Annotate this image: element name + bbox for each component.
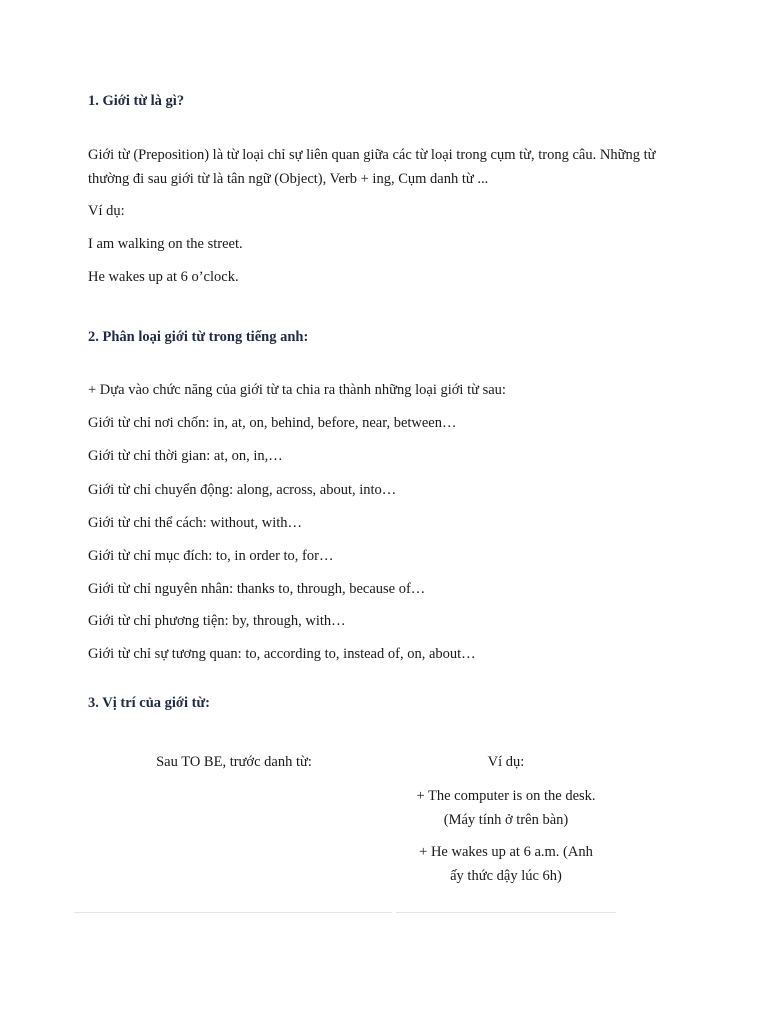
list-item: Giới từ chỉ mục đích: to, in order to, for… [88, 548, 334, 564]
table-bottom-rule-left [74, 912, 392, 913]
section-3-heading: 3. Vị trí của giới từ: [88, 695, 210, 711]
list-item: Giới từ chỉ sự tương quan: to, according to, instead of, on, about… [88, 646, 476, 662]
list-item: Giới từ chỉ nơi chốn: in, at, on, behind, before, near, between… [88, 415, 457, 431]
list-item: Giới từ chỉ phương tiện: by, through, with… [88, 613, 346, 629]
definition-line-1: Giới từ (Preposition) là từ loại chỉ sự liên quan giữa các từ loại trong cụm từ, trong câu. Những từ [88, 147, 656, 163]
table-example-1-line-1: + The computer is on the desk. [416, 788, 596, 804]
list-item: Giới từ chỉ thời gian: at, on, in,… [88, 448, 283, 464]
example-label: Ví dụ: [88, 203, 125, 219]
list-item: Giới từ chỉ thể cách: without, with… [88, 515, 303, 531]
table-left-cell [74, 750, 394, 774]
list-item: Giới từ chỉ nguyên nhân: thanks to, through, because of… [88, 581, 426, 597]
table-example-1-line-2: (Máy tính ở trên bàn) [443, 812, 569, 828]
example-sentence-1: I am walking on the street. [88, 236, 243, 252]
table-example-2-line-1: + He wakes up at 6 a.m. (Anh [419, 844, 593, 860]
table-left-text: Sau TO BE, trước danh từ: [156, 754, 312, 770]
table-example-2-line-2: ấy thức dậy lúc 6h) [450, 868, 562, 884]
example-sentence-2: He wakes up at 6 o’clock. [88, 269, 239, 285]
table-right-cell [396, 750, 616, 888]
section-1-heading: 1. Giới từ là gì? [88, 93, 185, 109]
classification-intro: + Dựa vào chức năng của giới từ ta chia ra thành những loại giới từ sau: [88, 382, 506, 398]
section-2-heading: 2. Phân loại giới từ trong tiếng anh: [88, 329, 309, 345]
definition-line-2: thường đi sau giới từ là tân ngữ (Object), Verb + ing, Cụm danh từ ... [88, 171, 489, 187]
table-example-header: Ví dụ: [487, 754, 525, 770]
list-item: Giới từ chỉ chuyển động: along, across, about, into… [88, 482, 397, 498]
table-bottom-rule-right [396, 912, 616, 913]
